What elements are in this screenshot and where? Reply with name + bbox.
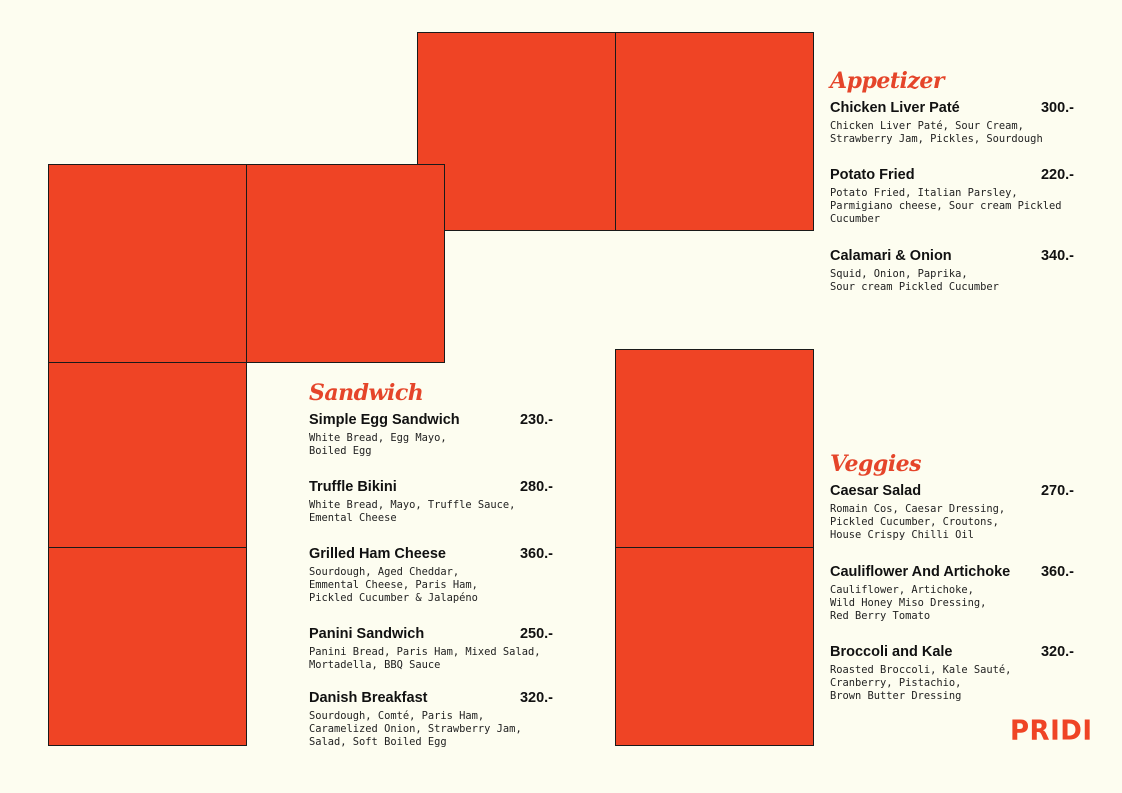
sandwich-section bbox=[309, 378, 553, 749]
item-desc: White Bread, Egg Mayo, Boiled Egg bbox=[309, 432, 447, 457]
item-price: 230.- bbox=[519, 412, 553, 428]
veggies-title: Veggies bbox=[830, 451, 922, 477]
item-desc: Sourdough, Aged Cheddar, Emmental Cheese, Paris Ham, Pickled Cucumber & Jalapéno bbox=[309, 566, 478, 604]
item-desc: Romain Cos, Caesar Dressing, Pickled Cucumber, Croutons, House Crispy Chilli Oil bbox=[830, 503, 1006, 541]
menu-item bbox=[830, 167, 1074, 248]
item-name: Broccoli and Kale bbox=[830, 644, 953, 660]
item-price: 360.- bbox=[1040, 564, 1074, 580]
item-price: 300.- bbox=[1040, 100, 1074, 116]
item-desc: Sourdough, Comté, Paris Ham, Caramelized Onion, Strawberry Jam, Salad, Soft Boiled Egg bbox=[309, 710, 522, 748]
menu-item bbox=[830, 483, 1074, 564]
veggies-section bbox=[830, 449, 1074, 703]
appetizer-title: Appetizer bbox=[830, 68, 944, 94]
menu-item bbox=[830, 644, 1074, 703]
item-name: Danish Breakfast bbox=[309, 690, 428, 706]
item-desc: White Bread, Mayo, Truffle Sauce, Emental Cheese bbox=[309, 499, 516, 524]
item-desc: Chicken Liver Paté, Sour Cream, Strawberry Jam, Pickles, Sourdough bbox=[830, 120, 1043, 145]
image-tile bbox=[417, 32, 616, 231]
item-desc: Roasted Broccoli, Kale Sauté, Cranberry, Pistachio, Brown Butter Dressing bbox=[830, 664, 1012, 702]
image-tile bbox=[48, 362, 247, 548]
menu-item bbox=[309, 479, 553, 546]
item-desc: Panini Bread, Paris Ham, Mixed Salad, Mortadella, BBQ Sauce bbox=[309, 646, 541, 671]
item-desc: Cauliflower, Artichoke, Wild Honey Miso Dressing, Red Berry Tomato bbox=[830, 584, 987, 622]
image-tile bbox=[615, 349, 814, 548]
item-price: 320.- bbox=[1040, 644, 1074, 660]
menu-item bbox=[309, 690, 553, 749]
item-name: Potato Fried bbox=[830, 167, 915, 183]
menu-item bbox=[309, 546, 553, 626]
image-tile bbox=[615, 32, 814, 231]
item-price: 250.- bbox=[519, 626, 553, 642]
item-name: Calamari & Onion bbox=[830, 248, 952, 264]
item-name: Panini Sandwich bbox=[309, 626, 425, 642]
image-tile bbox=[48, 547, 247, 746]
item-price: 340.- bbox=[1040, 248, 1074, 264]
item-name: Truffle Bikini bbox=[309, 479, 397, 495]
menu-item bbox=[309, 626, 553, 690]
pridi-logo: PRIDI bbox=[1010, 715, 1093, 747]
image-tile bbox=[615, 547, 814, 746]
item-price: 280.- bbox=[519, 479, 553, 495]
item-name: Grilled Ham Cheese bbox=[309, 546, 446, 562]
image-tile bbox=[48, 164, 247, 363]
item-name: Chicken Liver Paté bbox=[830, 100, 960, 116]
menu-item bbox=[830, 248, 1074, 294]
item-price: 360.- bbox=[519, 546, 553, 562]
item-name: Cauliflower And Artichoke bbox=[830, 564, 1011, 580]
item-name: Simple Egg Sandwich bbox=[309, 412, 460, 428]
menu-item bbox=[830, 100, 1074, 167]
item-desc: Squid, Onion, Paprika, Sour cream Pickled Cucumber bbox=[830, 268, 999, 293]
appetizer-section bbox=[830, 66, 1074, 294]
item-price: 270.- bbox=[1040, 483, 1074, 499]
item-name: Caesar Salad bbox=[830, 483, 922, 499]
image-tile bbox=[246, 164, 445, 363]
sandwich-title: Sandwich bbox=[309, 380, 424, 406]
item-price: 220.- bbox=[1040, 167, 1074, 183]
item-price: 320.- bbox=[519, 690, 553, 706]
item-desc: Potato Fried, Italian Parsley, Parmigiano cheese, Sour cream Pickled Cucumber bbox=[830, 187, 1062, 225]
menu-item bbox=[309, 412, 553, 479]
menu-item bbox=[830, 564, 1074, 644]
